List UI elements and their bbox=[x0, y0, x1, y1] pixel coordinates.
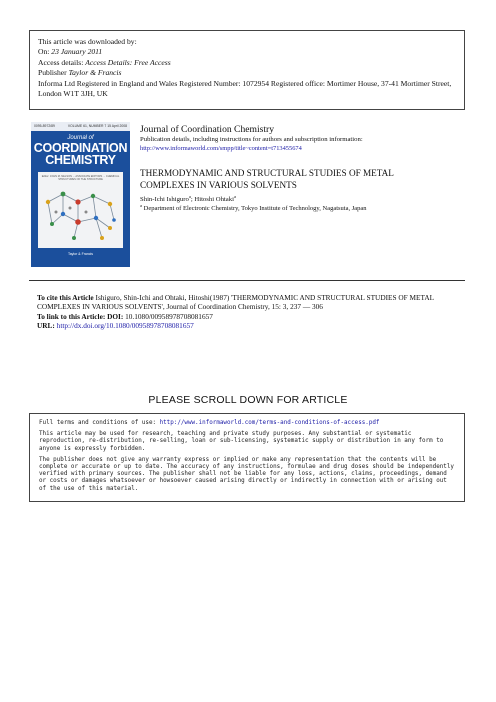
journal-link[interactable]: http://www.informaworld.com/smpp/title~content=t713455674 bbox=[140, 144, 302, 152]
access-details-line: Access details: Access Details: Free Access bbox=[38, 57, 171, 67]
journal-cover-image bbox=[31, 122, 130, 267]
full-terms-line: Full terms and conditions of use: http://www.informaworld.com/terms-and-conditions-of-access.pdf bbox=[39, 420, 380, 426]
journal-title: Journal of Coordination Chemistry bbox=[140, 124, 275, 135]
publisher-line: Publisher Taylor & Francis bbox=[38, 68, 122, 78]
cover-header-strip: 0095-8972/89 VOLUME 61, NUMBER 7 15 April 2008 bbox=[31, 122, 130, 131]
cover-title: Journal of COORDINATION CHEMISTRY bbox=[33, 135, 128, 167]
cite-this-article: To cite this Article Ishiguro, Shin-Ichi and Ohtaki, Hitoshi(1987) 'THERMODYNAMIC AND STRUCTURAL STUDIES OF METAL COMPLEXES IN VARIOUS SOLVENTS', Journal of Coordination Chemistry, 15: 3, 237 — 306 bbox=[37, 293, 434, 312]
download-date-line: On: 23 January 2011 bbox=[38, 47, 103, 57]
cover-publisher-logo: Taylor & Francis bbox=[67, 252, 94, 256]
terms-paragraph-2: The publisher does not give any warranty express or implied or make any representation that the contents will be complete or accurate or up to date. The accuracy of any instructions, formulae and drug doses should be independently verified with primary sources. The publisher shall not be liable for any loss, actions, claims, proceedings, demand or costs or damages whatsoever or howsoever caused arising directly or indirectly in connection with or arising out of the use of this material. bbox=[39, 456, 454, 492]
downloaded-by-line: This article was downloaded by: bbox=[38, 37, 137, 46]
terms-paragraph-1: This article may be used for research, teaching and private study purposes. Any substantial or systematic reproduction, re-distribution, re-selling, loan or sub-licensing, systematic supply or distribution in any form to anyone is expressly forbidden. bbox=[39, 431, 444, 452]
citation-block bbox=[37, 293, 467, 331]
download-info-box bbox=[29, 30, 465, 110]
url-line: URL: http://dx.doi.org/10.1080/00958978708081657 bbox=[37, 321, 194, 331]
registration-text: Informa Ltd Registered in England and Wales Registered Number: 1072954 Registered office: Mortimer House, 37-41 Mortimer Street, London W1T 3JH, UK bbox=[38, 78, 452, 99]
publication-details: Publication details, including instructions for authors and subscription information: bbox=[140, 136, 363, 143]
doi-line: To link to this Article: DOI: 10.1080/00958978708081657 bbox=[37, 311, 213, 321]
cover-structure-panel: Editor: JOHN M. NELSON ... ASSOCIATE EDITORS ... CHEMICAL STRUCTURES OF THE STRUCTURE bbox=[38, 172, 123, 248]
author-affiliation: $^a$ Department of Electronic Chemistry, Tokyo Institute of Technology, Nagatsuta, Japan bbox=[140, 203, 367, 213]
scroll-notice: PLEASE SCROLL DOWN FOR ARTICLE bbox=[148, 394, 348, 406]
article-title: THERMODYNAMIC AND STRUCTURAL STUDIES OF METAL COMPLEXES IN VARIOUS SOLVENTS bbox=[140, 168, 394, 190]
article-url-link[interactable]: http://dx.doi.org/10.1080/00958978708081657 bbox=[54, 321, 194, 331]
article-authors: Shin-Ichi Ishiguro$^a$; Hitoshi Ohtaki$^a$ bbox=[140, 194, 236, 204]
journal-info bbox=[140, 124, 470, 153]
terms-link[interactable]: http://www.informaworld.com/terms-and-conditions-of-access.pdf bbox=[159, 420, 380, 426]
terms-box bbox=[29, 413, 465, 502]
divider bbox=[29, 280, 465, 281]
molecular-structure-graphic bbox=[38, 172, 123, 248]
